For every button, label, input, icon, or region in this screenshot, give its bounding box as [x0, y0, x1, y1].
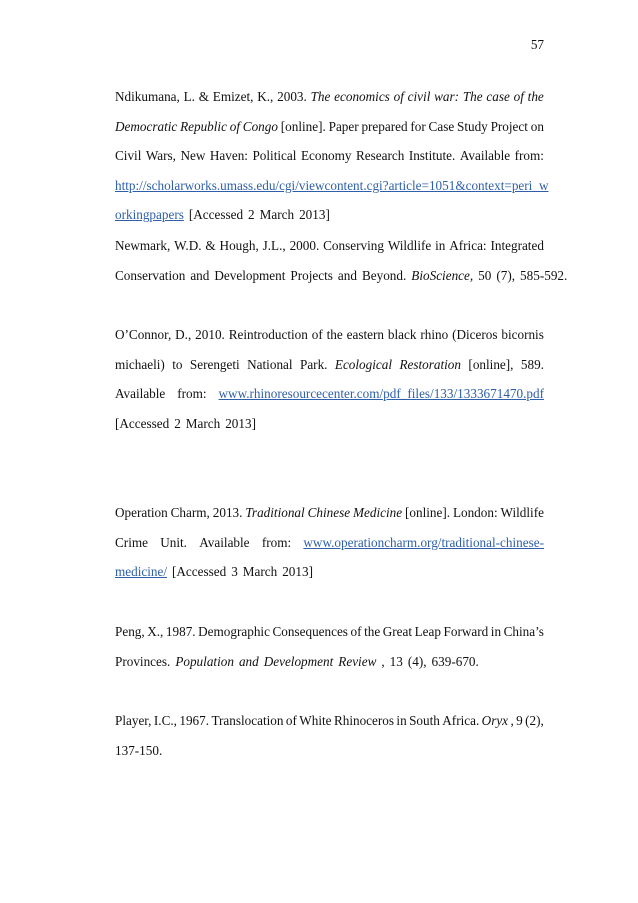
reference-word: The: [462, 89, 483, 104]
reference-word: Ecological: [334, 356, 393, 372]
reference-word: 585-592.: [520, 267, 568, 283]
reference-word: The: [310, 89, 331, 104]
reference-word: ,: [381, 653, 385, 669]
reference-word: 2013.: [212, 505, 243, 520]
reference-word: Available: [199, 534, 250, 550]
reference-word: X.,: [147, 624, 164, 639]
reference-word: Wildlife: [387, 238, 432, 253]
reference-word: Hough,: [219, 238, 259, 253]
reference-word: 2013]: [282, 564, 313, 579]
reference-word: [online].: [280, 118, 326, 134]
reference-line: [115, 82, 544, 112]
reference-word: Unit.: [160, 534, 187, 550]
reference-word: Research: [355, 148, 405, 163]
reference-word: 2: [248, 207, 255, 222]
reference-word: Congo: [242, 118, 278, 134]
reference-word: Charm,: [170, 505, 210, 520]
reference-word: &: [198, 89, 210, 104]
reference-word: Rhinoceros: [333, 713, 395, 728]
reference-word: Restoration: [399, 356, 461, 372]
reference-word: March: [242, 564, 278, 579]
reference-word: Player,: [115, 713, 152, 728]
reference-word: Republic: [180, 118, 227, 134]
reference-word: the: [527, 89, 544, 104]
reference-word: 639-670.: [431, 653, 479, 669]
reference-word: Africa:: [449, 238, 487, 253]
reference-word: Newmark,: [115, 238, 171, 253]
reference-word: Population: [175, 653, 234, 669]
reference-line: [115, 231, 544, 261]
reference-word: Chinese: [307, 505, 351, 520]
reference-entry: [115, 320, 544, 438]
reference-word: Great: [382, 624, 413, 639]
reference-line: [115, 498, 544, 528]
reference-word: Provinces.: [115, 653, 171, 669]
reference-word: 2010.: [195, 327, 225, 342]
reference-word: in: [396, 713, 407, 728]
reference-word: Translocation: [211, 713, 284, 728]
reference-word: Available: [459, 148, 511, 163]
reference-line: [115, 320, 544, 350]
reference-word: Political: [252, 148, 297, 163]
reference-word: (4),: [407, 653, 427, 669]
reference-word: National: [247, 356, 293, 372]
reference-word: prepared: [361, 118, 408, 134]
reference-word: the: [326, 327, 343, 342]
reference-word: Conservation: [115, 267, 186, 283]
reference-word: 2003.: [277, 89, 307, 104]
reference-line: [115, 528, 544, 558]
reference-word: Wildlife: [500, 505, 544, 520]
reference-word: BioScience,: [411, 267, 474, 283]
reference-word: economics: [334, 89, 390, 104]
reference-line: [115, 557, 544, 587]
reference-word: 2013]: [299, 207, 330, 222]
reference-word: Serengeti: [189, 356, 240, 372]
reference-word: and: [337, 267, 357, 283]
reference-word: the: [364, 624, 381, 639]
reference-line: [115, 141, 544, 171]
reference-word: of: [513, 89, 524, 104]
reference-word: [Accessed: [188, 207, 244, 222]
reference-word: black: [387, 327, 417, 342]
reference-word: Project: [490, 118, 528, 134]
reference-word: 9: [516, 713, 523, 728]
reference-word: Consequences: [272, 624, 348, 639]
reference-word: Ndikumana,: [115, 89, 180, 104]
reference-word: 13: [389, 653, 403, 669]
reference-word: Economy: [300, 148, 352, 163]
reference-word: and: [190, 267, 210, 283]
reference-word: 2000.: [289, 238, 320, 253]
reference-line: [115, 379, 544, 409]
reference-word: 2: [174, 415, 181, 431]
reference-entry: [115, 231, 568, 290]
reference-word: Study: [456, 118, 488, 134]
reference-line: [115, 736, 544, 766]
reference-word: 2013]: [225, 415, 256, 431]
reference-word: Available: [115, 386, 166, 401]
reference-word: 1987.: [165, 624, 196, 639]
reference-word: O’Connor,: [115, 327, 172, 342]
reference-word: D.,: [175, 327, 192, 342]
reference-word: China’s: [503, 624, 544, 639]
reference-word: 137-150.: [115, 742, 163, 758]
reference-word: Case: [428, 118, 455, 134]
reference-word: 1967.: [179, 713, 210, 728]
reference-word: bicornis: [501, 327, 544, 342]
reference-line: [115, 706, 544, 736]
reference-link[interactable]: http://scholarworks.umass.edu/cgi/viewcontent.cgi?article=1051&context=peri_w: [115, 177, 549, 193]
reference-word: Wars,: [145, 148, 176, 163]
reference-word: [online],: [468, 356, 514, 372]
reference-word: London:: [452, 505, 498, 520]
reference-word: war:: [434, 89, 460, 104]
reference-word: of: [350, 624, 362, 639]
reference-word: in: [490, 624, 502, 639]
page-number: 57: [530, 37, 544, 52]
reference-word: Park.: [299, 356, 328, 372]
reference-word: for: [410, 118, 426, 134]
reference-word: Africa.: [442, 713, 480, 728]
reference-word: Haven:: [209, 148, 248, 163]
reference-word: Development: [263, 653, 334, 669]
reference-word: eastern: [346, 327, 384, 342]
reference-word: K.,: [257, 89, 274, 104]
reference-word: [online].: [404, 505, 451, 520]
reference-word: from:: [514, 148, 544, 163]
reference-word: in: [435, 238, 446, 253]
reference-word: on: [530, 118, 544, 134]
reference-word: 50: [478, 267, 492, 283]
reference-line: [115, 171, 549, 201]
reference-line: [115, 647, 544, 677]
reference-word: rhino: [420, 327, 449, 342]
reference-word: W.D.: [174, 238, 202, 253]
reference-word: I.C.,: [153, 713, 177, 728]
reference-word: Traditional: [245, 505, 305, 520]
reference-word: Paper: [328, 118, 359, 134]
reference-line: [115, 200, 544, 230]
reference-word: Forward: [443, 624, 489, 639]
reference-word: Oryx: [481, 713, 509, 728]
reference-word: Demographic: [198, 624, 270, 639]
reference-word: [Accessed: [115, 415, 170, 431]
reference-entry: [115, 706, 544, 765]
reference-link[interactable]: www.operationcharm.org/traditional-chinese-: [303, 534, 544, 550]
reference-word: Operation: [115, 505, 168, 520]
reference-word: (2),: [525, 713, 544, 728]
reference-word: J.L.,: [262, 238, 286, 253]
reference-word: Review: [338, 653, 377, 669]
reference-word: (7),: [496, 267, 516, 283]
reference-word: South: [409, 713, 440, 728]
reference-word: Medicine: [353, 505, 403, 520]
reference-link[interactable]: orkingpapers: [115, 207, 184, 222]
reference-word: White: [299, 713, 332, 728]
reference-entry: [115, 82, 549, 230]
reference-word: Peng,: [115, 624, 145, 639]
reference-word: Emizet,: [212, 89, 254, 104]
reference-word: from:: [261, 534, 292, 550]
reference-word: of: [285, 713, 297, 728]
reference-word: Conserving: [323, 238, 384, 253]
reference-word: of: [311, 327, 323, 342]
reference-word: case: [486, 89, 510, 104]
reference-line: [115, 617, 544, 647]
reference-word: from:: [177, 386, 207, 401]
reference-word: of: [393, 89, 404, 104]
reference-word: of: [229, 118, 240, 134]
reference-link[interactable]: www.rhinoresourcecenter.com/pdf_files/133/1333671470.pdf: [218, 386, 544, 401]
reference-word: to: [172, 356, 183, 372]
reference-word: Crime: [115, 534, 148, 550]
reference-word: Integrated: [490, 238, 544, 253]
reference-word: Projects: [290, 267, 333, 283]
reference-word: 3: [231, 564, 238, 579]
reference-word: and: [238, 653, 259, 669]
reference-word: 589.: [520, 356, 544, 372]
reference-entry: [115, 617, 544, 676]
reference-word: Civil: [115, 148, 142, 163]
reference-word: &: [205, 238, 216, 253]
reference-word: March: [185, 415, 221, 431]
reference-link[interactable]: medicine/: [115, 564, 167, 579]
reference-word: Reintroduction: [228, 327, 308, 342]
reference-word: L.: [183, 89, 195, 104]
reference-line: [115, 112, 544, 142]
reference-word: Development: [214, 267, 286, 283]
reference-word: March: [259, 207, 295, 222]
reference-word: Institute.: [408, 148, 456, 163]
reference-word: [Accessed: [172, 564, 227, 579]
reference-word: civil: [407, 89, 431, 104]
reference-word: Beyond.: [361, 267, 407, 283]
reference-word: ,: [510, 713, 514, 728]
reference-line: [115, 409, 544, 439]
reference-word: Leap: [414, 624, 441, 639]
reference-word: (Diceros: [452, 327, 498, 342]
reference-word: New: [180, 148, 206, 163]
reference-word: Democratic: [115, 118, 178, 134]
reference-line: [115, 261, 568, 291]
reference-word: michaeli): [115, 356, 165, 372]
reference-entry: [115, 498, 544, 587]
reference-line: [115, 350, 544, 380]
